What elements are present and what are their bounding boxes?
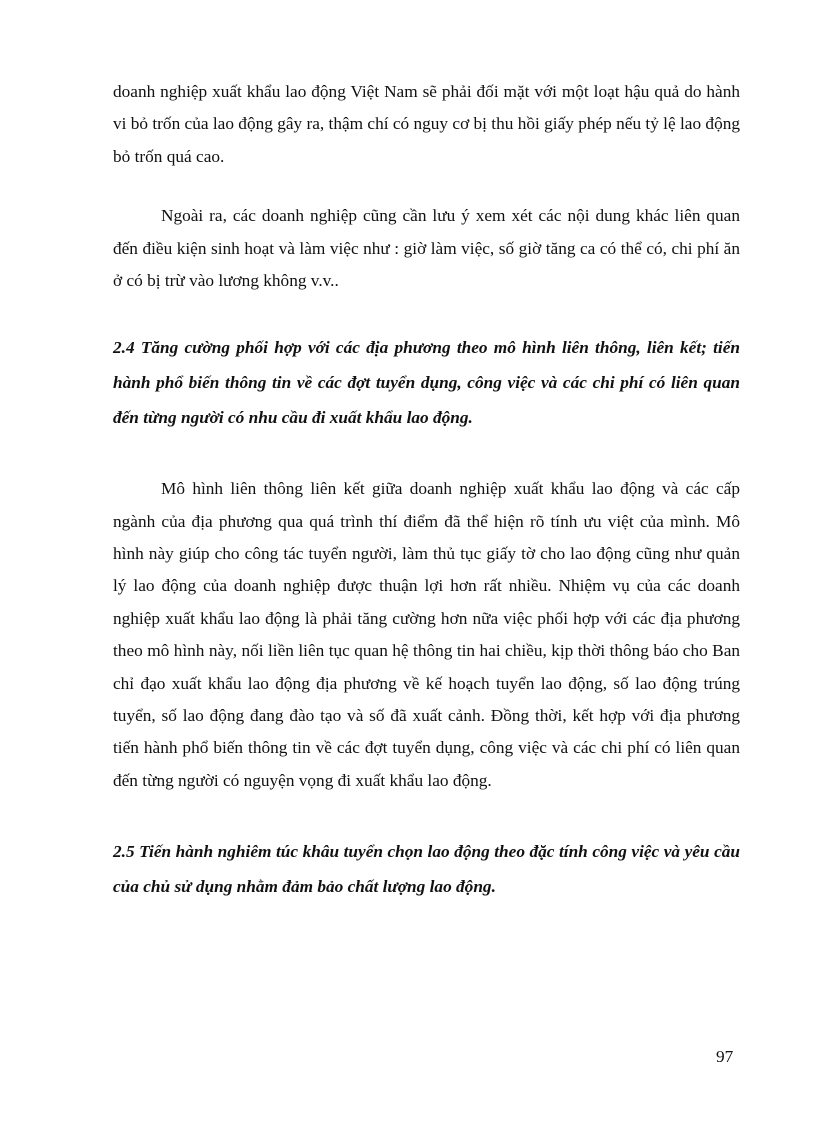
paragraph-continuation: doanh nghiệp xuất khẩu lao động Việt Nam sẽ phải đối mặt với một loạt hậu quả do hành vi bỏ trốn của lao động gây ra, thậm chí có nguy cơ bị thu hồi giấy phép nếu tỷ lệ lao động bỏ trốn quá cao. (113, 82, 740, 166)
paragraph-working-conditions: Ngoài ra, các doanh nghiệp cũng cần lưu ý xem xét các nội dung khác liên quan đến điều kiện sinh hoạt và làm việc như : giờ làm việc, số giờ tăng ca có thể có, chi phí ăn ở có bị trừ vào lương không v.v.. (113, 206, 740, 291)
page-number: 97 (716, 1047, 734, 1066)
document-page (113, 76, 740, 904)
section-heading-2-4: 2.4 Tăng cường phối hợp với các địa phương theo mô hình liên thông, liên kết; tiến hành phổ biến thông tin về các đợt tuyển dụng, công việc và các chi phí có liên quan đến từng người có nhu cầu đi xuất khẩu lao động. (113, 338, 740, 427)
paragraph-linked-model: Mô hình liên thông liên kết giữa doanh nghiệp xuất khẩu lao động và các cấp ngành của địa phương qua quá trình thí điểm đã thể hiện rõ tính ưu việt của mình. Mô hình này giúp cho công tác tuyển người, làm thủ tục giấy tờ cho lao động cũng như quản lý lao động của doanh nghiệp được thuận lợi hơn rất nhiều. Nhiệm vụ của các doanh nghiệp xuất khẩu lao động là phải tăng cường hơn nữa việc phối hợp với các địa phương theo mô hình này, nối liền liên tục quan hệ thông tin hai chiều, kịp thời thông báo cho Ban chỉ đạo xuất khẩu lao động địa phương về kế hoạch tuyển lao động, số lao động trúng tuyển, số lao động đang đào tạo và số đã xuất cảnh. Đồng thời, kết hợp với địa phương tiến hành phổ biến thông tin về các đợt tuyển dụng, công việc và các chi phí có liên quan đến từng người có nguyện vọng đi xuất khẩu lao động. (113, 479, 740, 790)
section-heading-2-5: 2.5 Tiến hành nghiêm túc khâu tuyển chọn lao động theo đặc tính công việc và yêu cầu của chủ sử dụng nhằm đảm bảo chất lượng lao động. (113, 842, 740, 896)
